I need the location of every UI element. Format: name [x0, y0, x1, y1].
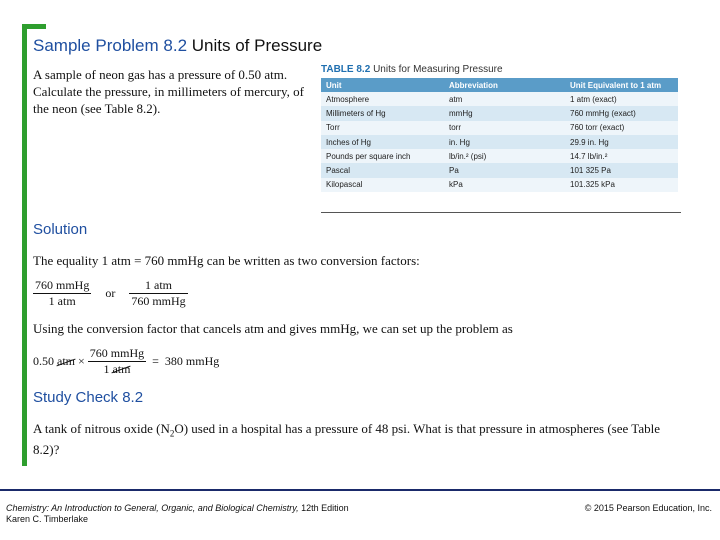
study-check-heading: Study Check 8.2	[33, 389, 144, 406]
page-title	[33, 36, 322, 56]
fraction-numerator: 760 mmHg	[89, 346, 145, 360]
pressure-units-table	[321, 64, 678, 192]
table-cell: 760 mmHg (exact)	[565, 106, 678, 120]
subscript: 2	[169, 428, 175, 439]
book-edition: 12th Edition	[298, 503, 349, 513]
section-divider	[321, 212, 681, 213]
book-author: Karen C. Timberlake	[6, 514, 89, 524]
table-header-row	[321, 78, 678, 92]
title-suffix: Units of Pressure	[191, 36, 323, 55]
table-cell: Torr	[321, 121, 444, 135]
header-cell: Unit	[321, 78, 444, 92]
accent-tick	[22, 24, 46, 29]
table-cell: kPa	[444, 178, 565, 192]
fraction-denominator: 1 atm	[48, 294, 76, 308]
table-cell: Millimeters of Hg	[321, 106, 444, 120]
table-cell: Inches of Hg	[321, 135, 444, 149]
table-cell: torr	[444, 121, 565, 135]
table-cell: Kilopascal	[321, 178, 444, 192]
table-cell: Atmosphere	[321, 92, 444, 106]
solution-setup: Using the conversion factor that cancels atm and gives mmHg, we can set up the problem as	[33, 321, 513, 336]
table-cell: 14.7 lb/in.²	[565, 149, 678, 163]
table-cell: lb/in.² (psi)	[444, 149, 565, 163]
units-table	[321, 78, 678, 192]
header-cell: Abbreviation	[444, 78, 565, 92]
table-caption: Units for Measuring Pressure	[373, 64, 503, 75]
table-row	[321, 149, 678, 163]
fraction-numerator: 1 atm	[129, 278, 187, 294]
conversion-factors	[33, 278, 188, 309]
calc-result: 380 mmHg	[164, 354, 220, 368]
conversion-factor-2	[129, 278, 187, 309]
table-number: TABLE 8.2	[321, 64, 371, 75]
copyright: © 2015 Pearson Education, Inc.	[584, 503, 712, 513]
given-value: 0.50	[33, 354, 54, 368]
table-cell: atm	[444, 92, 565, 106]
accent-bar	[22, 24, 27, 466]
solution-intro: The equality 1 atm = 760 mmHg can be written as two conversion factors:	[33, 253, 420, 268]
table-cell: 29.9 in. Hg	[565, 135, 678, 149]
study-text-a: A tank of nitrous oxide (N	[33, 421, 170, 436]
fraction-denominator: 760 mmHg	[131, 294, 186, 308]
footer-divider	[0, 489, 720, 491]
table-cell: 760 torr (exact)	[565, 121, 678, 135]
table-cell: Pa	[444, 163, 565, 177]
table-row	[321, 121, 678, 135]
table-cell: 101.325 kPa	[565, 178, 678, 192]
calc-fraction	[88, 346, 146, 377]
den-unit: atm	[112, 362, 131, 376]
problem-text: A sample of neon gas has a pressure of 0.50 atm. Calculate the pressure, in millimeters of mercury, of the neon (see Table 8.2).	[33, 67, 304, 116]
title-prefix: Sample Problem 8.2	[33, 36, 188, 55]
den-value: 1	[103, 362, 110, 376]
times-sign: ×	[78, 354, 85, 368]
fraction-denominator	[88, 362, 146, 377]
table-cell: 1 atm (exact)	[565, 92, 678, 106]
table-row	[321, 178, 678, 192]
table-row	[321, 163, 678, 177]
table-cell: mmHg	[444, 106, 565, 120]
or-text: or	[105, 286, 116, 300]
footer-citation	[6, 503, 349, 525]
equals-sign: =	[152, 354, 159, 368]
table-row	[321, 92, 678, 106]
calculation	[33, 346, 219, 377]
table-cell: Pascal	[321, 163, 444, 177]
table-cell: 101 325 Pa	[565, 163, 678, 177]
study-text-b: O) used in a hospital has a pressure of 48 psi. What is that pressure in atmospheres (see Table 8.2)?	[33, 421, 660, 457]
table-cell: Pounds per square inch	[321, 149, 444, 163]
solution-heading: Solution	[33, 221, 88, 238]
given-unit: atm	[57, 354, 75, 368]
conversion-factor-1	[33, 278, 91, 309]
header-cell: Unit Equivalent to 1 atm	[565, 78, 678, 92]
table-cell: in. Hg	[444, 135, 565, 149]
study-check-text	[33, 421, 673, 458]
table-title	[321, 64, 678, 75]
fraction-numerator: 760 mmHg	[35, 278, 90, 292]
table-row	[321, 135, 678, 149]
table-row	[321, 106, 678, 120]
book-title: Chemistry: An Introduction to General, Organic, and Biological Chemistry,	[6, 503, 299, 513]
